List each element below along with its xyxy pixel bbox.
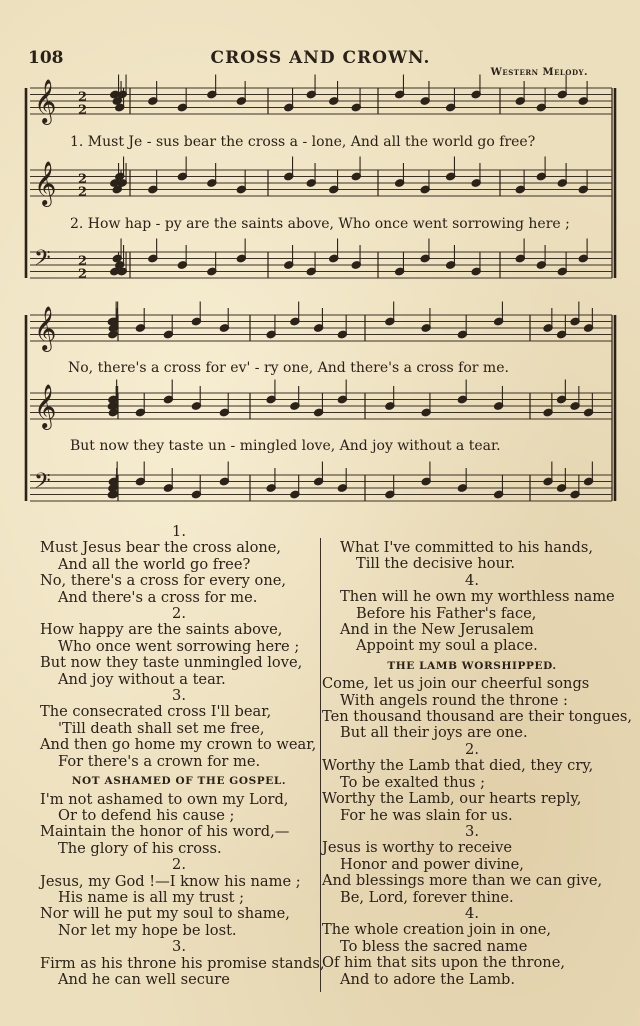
treble-clef-icon: 𝄞 <box>34 306 57 350</box>
verse-line: Nor let my hope be lost. <box>58 921 237 939</box>
hymn-subtitle: NOT ASHAMED OF THE GOSPEL. <box>71 775 287 788</box>
verse-line: Till the decisive hour. <box>356 555 516 573</box>
verse-line: But now they taste unmingled love, <box>40 654 303 672</box>
verse-line: Jesus is worthy to receive <box>322 839 512 857</box>
verse-line: To bless the sacred name <box>340 937 528 955</box>
verse-line: The consecrated cross I'll bear, <box>40 703 272 721</box>
page-number: 108 <box>28 48 64 68</box>
time-signature: 2 <box>78 90 88 105</box>
bass-clef-icon: 𝄢 <box>34 469 51 499</box>
verse-line: But all their joys are one. <box>340 724 528 742</box>
left-text-column <box>40 523 325 988</box>
verse-number: 3. <box>172 687 186 705</box>
verse-line: And he can well secure <box>58 970 230 988</box>
verse-number: 2. <box>172 856 186 874</box>
verse-line: Or to defend his cause ; <box>58 806 235 824</box>
hymn-subtitle: THE LAMB WORSHIPPED. <box>387 659 557 672</box>
right-text-column <box>322 539 633 988</box>
lyric-system2-verse2: But now they taste un - mingled love, And joy without a tear. <box>70 438 501 454</box>
verse-line: The glory of his cross. <box>58 839 222 857</box>
verse-line: Come, let us join our cheerful songs <box>322 675 590 693</box>
verse-line: And to adore the Lamb. <box>340 970 516 988</box>
verse-line: Then will he own my worthless name <box>340 588 615 606</box>
verse-line: Worthy the Lamb that died, they cry, <box>322 757 594 775</box>
verse-line: I'm not ashamed to own my Lord, <box>40 790 289 808</box>
verse-number: 4. <box>465 571 479 589</box>
time-signature: 2 <box>78 103 88 118</box>
verse-line: And joy without a tear. <box>58 670 226 688</box>
verse-number: 1. <box>172 523 186 540</box>
verse-line: Maintain the honor of his word,— <box>40 823 290 841</box>
column-divider <box>320 538 321 992</box>
verse-line: Be, Lord, forever thine. <box>340 888 514 906</box>
verse-number: 4. <box>465 904 479 922</box>
verse-line: And in the New Jerusalem <box>340 621 534 639</box>
time-signature: 2 <box>78 185 88 200</box>
treble-clef-icon: 𝄞 <box>34 79 57 123</box>
hymn-title: CROSS AND CROWN. <box>210 48 431 68</box>
verse-line: Worthy the Lamb, our hearts reply, <box>322 790 582 808</box>
verse-line: Ten thousand thousand are their tongues, <box>322 708 633 726</box>
verse-line: And then go home my crown to wear, <box>40 736 317 754</box>
verse-line: And blessings more than we can give, <box>322 872 603 890</box>
verse-line: For he was slain for us. <box>340 806 513 824</box>
verse-line: And there's a cross for me. <box>58 588 258 606</box>
time-signature: 2 <box>78 172 88 187</box>
verse-line: 'Till death shall set me free, <box>58 719 265 737</box>
verse-line: Of him that sits upon the throne, <box>322 954 565 972</box>
verse-number: 3. <box>465 822 479 840</box>
lyric-system2-verse1: No, there's a cross for ev' - ry one, And there's a cross for me. <box>68 360 509 376</box>
verse-line: Nor will he put my soul to shame, <box>40 905 290 923</box>
verse-number: 2. <box>465 740 479 758</box>
verse-line: How happy are the saints above, <box>40 621 283 639</box>
verse-line: No, there's a cross for every one, <box>40 572 287 590</box>
verse-line: Firm as his throne his promise stands, <box>40 954 325 972</box>
verse-line: What I've committed to his hands, <box>340 539 594 556</box>
verse-number: 3. <box>172 938 186 956</box>
treble-clef-icon: 𝄞 <box>34 384 57 428</box>
tune-name: Western Melody. <box>490 67 588 78</box>
verse-line: With angels round the throne : <box>340 691 568 709</box>
verse-line: Appoint my soul a place. <box>356 637 538 655</box>
verse-line: For there's a crown for me. <box>58 752 261 770</box>
verse-line: Who once went sorrowing here ; <box>58 637 300 655</box>
verse-line: Jesus, my God !—I know his name ; <box>40 872 301 890</box>
verse-line: His name is all my trust ; <box>58 888 245 906</box>
bass-clef-icon: 𝄢 <box>34 246 51 276</box>
verse-line: Must Jesus bear the cross alone, <box>40 539 282 557</box>
time-signature: 2 <box>78 267 88 282</box>
time-signature: 2 <box>78 254 88 269</box>
verse-line: The whole creation join in one, <box>322 921 552 939</box>
lyric-system1-verse2: 2. How hap - py are the saints above, Who once went sorrowing here ; <box>70 216 570 232</box>
lyric-system1-verse1: 1. Must Je - sus bear the cross a - lone, And all the world go free? <box>70 134 536 150</box>
verse-line: To be exalted thus ; <box>340 773 486 791</box>
verse-number: 2. <box>172 605 186 623</box>
verse-line: And all the world go free? <box>58 555 251 573</box>
treble-clef-icon: 𝄞 <box>34 161 57 205</box>
verse-line: Before his Father's face, <box>356 604 537 622</box>
verse-line: Honor and power divine, <box>340 855 524 873</box>
